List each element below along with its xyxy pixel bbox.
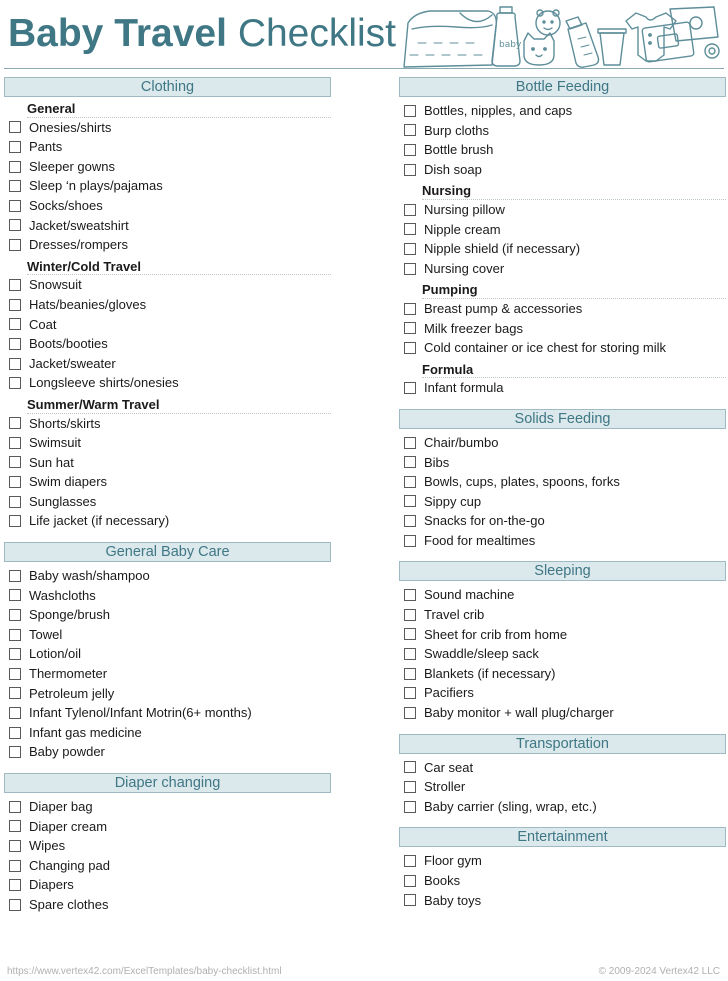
- checkbox[interactable]: [9, 899, 21, 911]
- item-label: Breast pump & accessories: [424, 300, 583, 316]
- checkbox[interactable]: [9, 437, 21, 449]
- checklist-item[interactable]: [4, 605, 331, 625]
- checkbox[interactable]: [404, 456, 416, 468]
- item-label: Baby toys: [424, 892, 482, 908]
- item-group: [4, 393, 331, 531]
- checklist-item[interactable]: [4, 373, 331, 393]
- checklist-item[interactable]: [399, 531, 726, 551]
- checkbox[interactable]: [9, 318, 21, 330]
- baby-items-illustration: [400, 3, 725, 69]
- item-label: Diaper bag: [29, 799, 93, 814]
- item-label: Bibs: [424, 454, 450, 470]
- checklist-item[interactable]: [399, 140, 726, 160]
- item-label: Cold container or ice chest for storing milk: [424, 340, 667, 356]
- checkbox[interactable]: [9, 299, 21, 311]
- checkbox[interactable]: [404, 476, 416, 488]
- checklist-item[interactable]: [399, 378, 726, 398]
- checklist-item[interactable]: [4, 625, 331, 645]
- checklist-item[interactable]: [4, 817, 331, 837]
- item-label: Pants: [29, 139, 63, 155]
- checkbox[interactable]: [9, 417, 21, 429]
- checkbox[interactable]: [404, 781, 416, 793]
- item-label: Dish soap: [424, 161, 482, 177]
- checklist-item[interactable]: [399, 891, 726, 911]
- section-heading: General Baby Care: [4, 542, 331, 562]
- checkbox[interactable]: [404, 204, 416, 216]
- checklist-item[interactable]: [4, 472, 331, 492]
- checkbox[interactable]: [404, 144, 416, 156]
- checkbox[interactable]: [9, 570, 21, 582]
- checkbox[interactable]: [9, 746, 21, 758]
- checklist-item[interactable]: [4, 723, 331, 743]
- checkbox[interactable]: [9, 239, 21, 251]
- checklist-item[interactable]: [399, 453, 726, 473]
- item-group: [4, 562, 331, 762]
- item-label: Bottles, nipples, and caps: [424, 103, 573, 118]
- checkbox[interactable]: [9, 496, 21, 508]
- checklist-item[interactable]: [399, 492, 726, 512]
- checkbox[interactable]: [404, 855, 416, 867]
- item-label: Car seat: [424, 759, 474, 775]
- item-label: Jacket/sweater: [29, 355, 116, 371]
- item-label: Thermometer: [29, 666, 108, 682]
- checkbox[interactable]: [9, 279, 21, 291]
- checklist-item[interactable]: [4, 157, 331, 177]
- checkbox[interactable]: [9, 801, 21, 813]
- checkbox[interactable]: [9, 840, 21, 852]
- checklist-item[interactable]: [4, 703, 331, 723]
- item-label: Swimsuit: [29, 435, 82, 451]
- section-heading: Transportation: [399, 734, 726, 754]
- checklist-item[interactable]: [4, 137, 331, 157]
- page-title: [8, 12, 396, 56]
- checkbox[interactable]: [9, 707, 21, 719]
- subheading: Winter/Cold Travel: [27, 259, 331, 276]
- checkbox[interactable]: [404, 761, 416, 773]
- checklist-item[interactable]: [4, 875, 331, 895]
- title-bold: Baby Travel: [8, 12, 227, 55]
- section-solids-feeding: [399, 409, 726, 551]
- checklist-item[interactable]: [4, 797, 331, 817]
- checklist-item[interactable]: [4, 492, 331, 512]
- checklist-item[interactable]: [399, 625, 726, 645]
- item-label: Sleep ‘n plays/pajamas: [29, 178, 163, 194]
- checklist-item[interactable]: [4, 354, 331, 374]
- item-label: Burp cloths: [424, 122, 490, 138]
- checkbox[interactable]: [404, 495, 416, 507]
- checkbox[interactable]: [9, 668, 21, 680]
- item-label: Jacket/sweatshirt: [29, 217, 129, 233]
- svg-text:baby: baby: [499, 40, 522, 50]
- checkbox[interactable]: [9, 161, 21, 173]
- item-label: Hats/beanies/gloves: [29, 296, 147, 312]
- item-label: Baby wash/shampoo: [29, 568, 150, 584]
- checklist-item[interactable]: [399, 797, 726, 817]
- checklist-item[interactable]: [4, 586, 331, 606]
- item-label: Coat: [29, 316, 57, 332]
- checklist-item[interactable]: [399, 239, 726, 259]
- checklist-item[interactable]: [399, 433, 726, 453]
- item-label: Nipple shield (if necessary): [424, 241, 581, 257]
- checklist-item[interactable]: [399, 200, 726, 220]
- checkbox[interactable]: [404, 875, 416, 887]
- item-label: Pacifiers: [424, 685, 474, 701]
- item-label: Travel crib: [424, 607, 485, 623]
- item-label: Infant formula: [424, 380, 504, 396]
- item-label: Snacks for on-the-go: [424, 513, 545, 529]
- item-label: Swaddle/sleep sack: [424, 646, 539, 662]
- title-regular: Checklist: [237, 12, 397, 55]
- checklist-item[interactable]: [399, 758, 726, 778]
- section-sleeping: [399, 561, 726, 722]
- checkbox[interactable]: [9, 629, 21, 641]
- item-group: [399, 847, 726, 910]
- checklist-item[interactable]: [399, 664, 726, 684]
- checklist-item[interactable]: [4, 216, 331, 236]
- checkbox[interactable]: [404, 322, 416, 334]
- item-group: [399, 179, 726, 278]
- checklist-item[interactable]: [399, 299, 726, 319]
- item-group: [4, 793, 331, 915]
- checklist-item[interactable]: [4, 644, 331, 664]
- section-heading: Bottle Feeding: [399, 77, 726, 97]
- item-label: Food for mealtimes: [424, 532, 536, 548]
- checklist-item[interactable]: [399, 683, 726, 703]
- section-entertainment: [399, 827, 726, 910]
- checklist-item[interactable]: [399, 259, 726, 279]
- checkbox[interactable]: [404, 437, 416, 449]
- title-rule: [4, 68, 724, 69]
- section-general-baby-care: [4, 542, 331, 762]
- checklist-item[interactable]: [4, 196, 331, 216]
- item-label: Petroleum jelly: [29, 685, 115, 701]
- checklist-item[interactable]: [399, 511, 726, 531]
- checkbox[interactable]: [9, 476, 21, 488]
- checkbox[interactable]: [404, 668, 416, 680]
- checklist-item[interactable]: [4, 836, 331, 856]
- right-column: [399, 77, 726, 921]
- section-transportation: [399, 734, 726, 817]
- checklist-item[interactable]: [399, 703, 726, 723]
- item-label: Sunglasses: [29, 493, 97, 509]
- item-label: Sound machine: [424, 587, 515, 603]
- section-bottle-feeding: [399, 77, 726, 398]
- checkbox[interactable]: [9, 589, 21, 601]
- checklist-item[interactable]: [4, 664, 331, 684]
- checklist-item[interactable]: [399, 319, 726, 339]
- item-label: Bottle brush: [424, 142, 494, 158]
- item-label: Wipes: [29, 838, 66, 854]
- checkbox[interactable]: [404, 164, 416, 176]
- subheading: General: [27, 101, 331, 118]
- checkbox[interactable]: [404, 687, 416, 699]
- checkbox[interactable]: [404, 515, 416, 527]
- item-label: Onesies/shirts: [29, 119, 112, 135]
- item-label: Changing pad: [29, 857, 110, 873]
- checkbox[interactable]: [404, 243, 416, 255]
- checkbox[interactable]: [404, 105, 416, 117]
- checkbox[interactable]: [9, 219, 21, 231]
- checkbox[interactable]: [404, 801, 416, 813]
- section-heading: Sleeping: [399, 561, 726, 581]
- checkbox[interactable]: [9, 820, 21, 832]
- item-label: Nipple cream: [424, 221, 501, 237]
- checkbox[interactable]: [9, 687, 21, 699]
- checkbox[interactable]: [404, 609, 416, 621]
- item-label: Baby carrier (sling, wrap, etc.): [424, 798, 597, 814]
- checklist-item[interactable]: [4, 566, 331, 586]
- section-diaper-changing: [4, 773, 331, 915]
- item-label: Lotion/oil: [29, 646, 82, 662]
- item-group: [399, 429, 726, 551]
- checkbox[interactable]: [404, 263, 416, 275]
- checklist-item[interactable]: [399, 472, 726, 492]
- item-label: Socks/shoes: [29, 197, 103, 213]
- checklist-item[interactable]: [4, 295, 331, 315]
- item-label: Shorts/skirts: [29, 415, 101, 431]
- checklist-item[interactable]: [4, 334, 331, 354]
- checkbox[interactable]: [9, 515, 21, 527]
- checkbox[interactable]: [9, 377, 21, 389]
- item-label: Chair/bumbo: [424, 434, 499, 450]
- item-label: Sheet for crib from home: [424, 626, 568, 642]
- subheading: Pumping: [422, 282, 726, 299]
- checklist-item[interactable]: [4, 684, 331, 704]
- item-label: Books: [424, 873, 461, 888]
- item-label: Bowls, cups, plates, spoons, forks: [424, 474, 620, 490]
- checklist-item[interactable]: [4, 414, 331, 434]
- checkbox[interactable]: [9, 200, 21, 212]
- item-group: [4, 255, 331, 393]
- item-label: Stroller: [424, 779, 466, 795]
- checklist-item[interactable]: [4, 895, 331, 915]
- checklist-item[interactable]: [399, 585, 726, 605]
- subheading: Nursing: [422, 183, 726, 200]
- checkbox[interactable]: [404, 303, 416, 315]
- checkbox[interactable]: [9, 180, 21, 192]
- item-label: Nursing pillow: [424, 201, 505, 217]
- checkbox[interactable]: [9, 860, 21, 872]
- checklist-item[interactable]: [399, 851, 726, 871]
- subheading: Formula: [422, 362, 726, 379]
- item-group: [399, 278, 726, 357]
- item-group: [399, 97, 726, 179]
- checklist-item[interactable]: [399, 160, 726, 180]
- item-label: Spare clothes: [29, 896, 109, 912]
- item-label: Washcloths: [29, 587, 96, 603]
- item-label: Life jacket (if necessary): [29, 513, 170, 529]
- checkbox[interactable]: [9, 648, 21, 660]
- checklist-item[interactable]: [4, 176, 331, 196]
- checkbox[interactable]: [404, 894, 416, 906]
- checklist-item[interactable]: [4, 856, 331, 876]
- item-label: Infant gas medicine: [29, 724, 142, 740]
- checkbox[interactable]: [404, 707, 416, 719]
- checklist-item[interactable]: [4, 742, 331, 762]
- item-label: Dresses/rompers: [29, 237, 128, 253]
- checkbox[interactable]: [404, 648, 416, 660]
- item-label: Longsleeve shirts/onesies: [29, 375, 179, 391]
- checklist-item[interactable]: [399, 644, 726, 664]
- checklist-item[interactable]: [4, 118, 331, 138]
- checkbox[interactable]: [404, 382, 416, 394]
- checkbox[interactable]: [9, 879, 21, 891]
- item-label: Baby monitor + wall plug/charger: [424, 705, 614, 721]
- subheading: Summer/Warm Travel: [27, 397, 331, 414]
- checkbox[interactable]: [404, 589, 416, 601]
- item-label: Towel: [29, 626, 63, 642]
- item-label: Sippy cup: [424, 493, 482, 509]
- checkbox[interactable]: [404, 124, 416, 136]
- checkbox[interactable]: [9, 141, 21, 153]
- checklist-item[interactable]: [4, 433, 331, 453]
- checklist-item[interactable]: [399, 101, 726, 121]
- item-label: Milk freezer bags: [424, 320, 523, 336]
- item-group: [399, 358, 726, 398]
- left-column: [4, 77, 331, 926]
- item-label: Nursing cover: [424, 260, 505, 276]
- footer-url[interactable]: https://www.vertex42.com/ExcelTemplates/baby-checklist.html: [7, 966, 282, 977]
- footer-copyright: © 2009-2024 Vertex42 LLC: [598, 966, 720, 977]
- item-label: Baby powder: [29, 744, 105, 760]
- item-label: Sun hat: [29, 454, 74, 470]
- checklist-item[interactable]: [399, 777, 726, 797]
- checklist-item[interactable]: [4, 235, 331, 255]
- checklist-item[interactable]: [399, 121, 726, 141]
- section-heading: Clothing: [4, 77, 331, 97]
- item-label: Sponge/brush: [29, 607, 110, 623]
- checklist-item[interactable]: [399, 605, 726, 625]
- item-group: [399, 754, 726, 817]
- item-label: Infant Tylenol/Infant Motrin(6+ months): [29, 705, 252, 721]
- item-group: [399, 581, 726, 722]
- checklist-item[interactable]: [399, 220, 726, 240]
- checklist-item[interactable]: [399, 338, 726, 358]
- section-heading: Solids Feeding: [399, 409, 726, 429]
- item-label: Sleeper gowns: [29, 158, 115, 174]
- checklist-item[interactable]: [4, 511, 331, 531]
- item-label: Diaper cream: [29, 818, 108, 834]
- checkbox[interactable]: [9, 338, 21, 350]
- checkbox[interactable]: [9, 121, 21, 133]
- checklist-item[interactable]: [4, 275, 331, 295]
- checklist-item[interactable]: [4, 453, 331, 473]
- checklist-item[interactable]: [4, 315, 331, 335]
- checkbox[interactable]: [404, 628, 416, 640]
- checkbox[interactable]: [404, 223, 416, 235]
- item-label: Snowsuit: [29, 277, 82, 293]
- checkbox[interactable]: [9, 609, 21, 621]
- section-heading: Diaper changing: [4, 773, 331, 793]
- item-label: Blankets (if necessary): [424, 665, 556, 681]
- checkbox[interactable]: [9, 456, 21, 468]
- checkbox[interactable]: [404, 342, 416, 354]
- checkbox[interactable]: [9, 358, 21, 370]
- checkbox[interactable]: [9, 727, 21, 739]
- checklist-item[interactable]: [399, 871, 726, 891]
- section-heading: Entertainment: [399, 827, 726, 847]
- item-label: Boots/booties: [29, 336, 108, 352]
- section-clothing: [4, 77, 331, 531]
- item-label: Swim diapers: [29, 474, 108, 490]
- item-label: Diapers: [29, 877, 74, 893]
- item-group: [4, 97, 331, 255]
- checkbox[interactable]: [404, 535, 416, 547]
- item-label: Floor gym: [424, 853, 482, 869]
